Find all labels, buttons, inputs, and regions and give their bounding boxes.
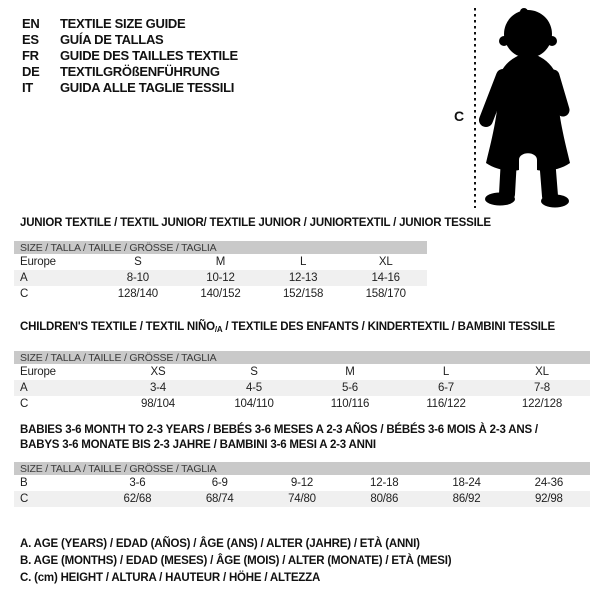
lang-row-it <box>22 80 238 96</box>
row-label: B <box>20 477 28 489</box>
lang-row-es <box>22 32 238 48</box>
lang-title: TEXTILGRÖßENFÜHRUNG <box>60 64 220 79</box>
legend-notes <box>20 536 451 587</box>
lang-code: FR <box>22 48 39 63</box>
babies-size-table <box>14 462 590 507</box>
size-header-row <box>14 462 590 475</box>
table-row <box>14 475 590 491</box>
table-cell: 116/122 <box>426 398 466 410</box>
table-cell: 68/74 <box>205 493 234 505</box>
lang-code: IT <box>22 80 33 95</box>
table-row <box>14 254 427 270</box>
table-cell: 3-4 <box>149 382 167 394</box>
lang-row-en <box>22 16 238 32</box>
table-cell: 140/152 <box>200 288 241 300</box>
table-row <box>14 491 590 507</box>
title-line: BABYS 3-6 MONATE BIS 2-3 JAHRE / BAMBINI 3-6 MESI A 2-3 ANNI <box>20 438 376 451</box>
table-cell: XL <box>378 256 393 268</box>
children-table-title <box>20 320 590 338</box>
table-cell: 5-6 <box>341 382 359 394</box>
table-cell: 4-5 <box>245 382 263 394</box>
row-label: A <box>20 382 28 394</box>
legend-note-b: B. AGE (MONTHS) / EDAD (MESES) / ÂGE (MOIS) / ALTER (MONATE) / ETÀ (MESI) <box>20 555 452 567</box>
table-cell: 12-18 <box>370 477 399 489</box>
table-cell: 3-6 <box>129 477 146 489</box>
lang-title: TEXTILE SIZE GUIDE <box>60 16 186 31</box>
row-label: C <box>20 493 29 505</box>
lang-title: GUÍA DE TALLAS <box>60 32 164 47</box>
lang-title: GUIDE DES TAILLES TEXTILE <box>60 48 238 63</box>
table-cell: 62/68 <box>123 493 152 505</box>
lang-code: ES <box>22 32 39 47</box>
language-title-list <box>22 16 238 96</box>
table-cell: 158/170 <box>365 288 406 300</box>
table-cell: 152/158 <box>282 288 324 300</box>
table-cell: 14-16 <box>371 272 400 284</box>
table-cell: 6-9 <box>211 477 228 489</box>
row-label: A <box>20 272 28 284</box>
table-cell: S <box>250 366 258 378</box>
table-cell: 18-24 <box>452 477 481 489</box>
table-row <box>14 270 427 286</box>
lang-title: GUIDA ALLE TAGLIE TESSILI <box>60 80 235 95</box>
title-text: CHILDREN'S TEXTILE / TEXTIL NIÑO <box>20 321 215 333</box>
table-cell: 10-12 <box>206 272 235 284</box>
row-label: C <box>20 288 29 300</box>
row-label: C <box>20 398 29 410</box>
legend-note-c: C. (cm) HEIGHT / ALTURA / HAUTEUR / HÖHE / ALTEZZA <box>20 572 321 584</box>
table-cell: XS <box>150 366 166 378</box>
table-row <box>14 396 590 412</box>
row-label: Europe <box>20 366 56 378</box>
size-header-row <box>14 241 427 254</box>
title-line: BABIES 3-6 MONTH TO 2-3 YEARS / BEBÉS 3-6 MESES A 2-3 AÑOS / BÉBÉS 3-6 MOIS À 2-3 ANS / <box>20 424 538 436</box>
table-cell: 86/92 <box>452 493 481 505</box>
table-cell: S <box>134 256 142 268</box>
table-cell: L <box>442 366 450 378</box>
table-cell: 104/110 <box>234 398 274 410</box>
legend-note-a: A. AGE (YEARS) / EDAD (AÑOS) / ÂGE (ANS) / ALTER (JAHRE) / ETÀ (ANNI) <box>20 538 420 550</box>
size-header-row <box>14 351 590 364</box>
title-text: / TEXTILE DES ENFANTS / KINDERTEXTIL / BAMBINI TESSILE <box>222 321 555 333</box>
baby-silhouette-icon <box>485 8 570 208</box>
title-subscript: /A <box>214 325 223 334</box>
babies-table-title <box>20 423 590 452</box>
table-cell: L <box>299 256 307 268</box>
table-cell: 110/116 <box>330 398 370 410</box>
table-cell: 98/104 <box>141 398 175 410</box>
table-cell: 92/98 <box>534 493 563 505</box>
table-cell: 7-8 <box>533 382 551 394</box>
table-cell: M <box>215 256 226 268</box>
junior-table-title: JUNIOR TEXTILE / TEXTIL JUNIOR/ TEXTILE JUNIOR / JUNIORTEXTIL / JUNIOR TESSILE <box>20 217 491 229</box>
table-cell: 80/86 <box>370 493 399 505</box>
table-row <box>14 364 590 380</box>
junior-size-table <box>14 241 427 302</box>
table-cell: 24-36 <box>534 477 564 489</box>
table-row <box>14 286 427 302</box>
lang-code: EN <box>22 16 40 31</box>
table-row <box>14 380 590 396</box>
table-cell: 128/140 <box>117 288 158 300</box>
children-size-table <box>14 351 590 412</box>
lang-code: DE <box>22 64 40 79</box>
table-cell: M <box>345 366 355 378</box>
table-cell: 12-13 <box>288 272 318 284</box>
table-cell: XL <box>535 366 549 378</box>
height-label: C <box>454 108 465 124</box>
table-cell: 9-12 <box>290 477 314 489</box>
lang-row-de <box>22 64 238 80</box>
table-cell: 74/80 <box>288 493 316 505</box>
size-header-bar: SIZE / TALLA / TAILLE / GRÖSSE / TAGLIA <box>14 351 590 364</box>
table-cell: 122/128 <box>521 398 563 410</box>
baby-figure <box>440 0 600 220</box>
table-cell: 6-7 <box>437 382 455 394</box>
table-cell: 8-10 <box>126 272 149 284</box>
size-header-bar: SIZE / TALLA / TAILLE / GRÖSSE / TAGLIA <box>14 241 427 254</box>
row-label: Europe <box>20 256 56 268</box>
size-header-bar: SIZE / TALLA / TAILLE / GRÖSSE / TAGLIA <box>14 462 590 475</box>
lang-row-fr <box>22 48 238 64</box>
